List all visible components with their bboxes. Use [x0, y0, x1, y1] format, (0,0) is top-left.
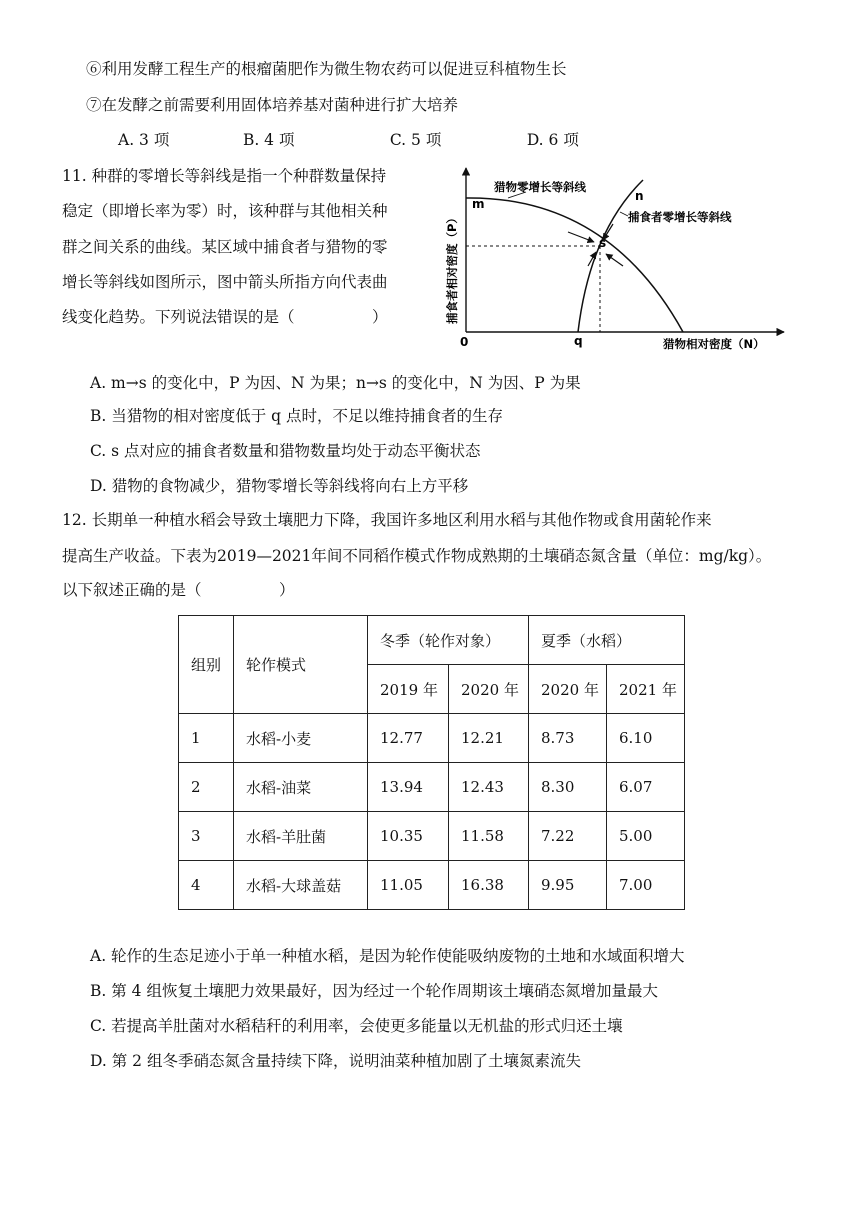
table-cell: 10.35 — [368, 812, 449, 861]
table-row — [179, 714, 685, 763]
table-cell: 7.00 — [607, 861, 685, 910]
q11-stem-line-1: 11. 种群的零增长等斜线是指一个种群数量保持 — [62, 167, 387, 185]
table-cell: 12.21 — [449, 714, 529, 763]
header-summer: 夏季（水稻） — [529, 616, 685, 665]
group-id: 3 — [179, 812, 234, 861]
table-cell: 12.43 — [449, 763, 529, 812]
q11-option-d[interactable]: D. 猎物的食物减少，猎物零增长等斜线将向右上方平移 — [90, 477, 469, 495]
q11-option-c[interactable]: C. s 点对应的捕食者数量和猎物数量均处于动态平衡状态 — [90, 442, 481, 460]
arrow-from-m — [568, 232, 594, 242]
table-cell: 11.58 — [449, 812, 529, 861]
group-id: 2 — [179, 763, 234, 812]
table-cell: 6.07 — [607, 763, 685, 812]
header-winter: 冬季（轮作对象） — [368, 616, 529, 665]
option-a[interactable]: A. 3 项 — [118, 131, 170, 149]
rotation-mode: 水稻-大球盖菇 — [234, 861, 368, 910]
q10-options — [118, 129, 579, 151]
table-cell: 9.95 — [529, 861, 607, 910]
predator-label-leader — [620, 212, 628, 216]
nitrate-table — [178, 615, 685, 910]
q12-stem-line-2: 提高生产收益。下表为2019—2021年间不同稻作模式作物成熟期的土壤硝态氮含量（单位：mg/kg）。 — [62, 547, 772, 565]
table-cell: 8.30 — [529, 763, 607, 812]
q12-option-d[interactable]: D. 第 2 组冬季硝态氮含量持续下降，说明油菜种植加剧了土壤氮素流失 — [90, 1052, 581, 1070]
table-row — [179, 763, 685, 812]
option-d[interactable]: D. 6 项 — [526, 131, 579, 149]
table-cell: 8.73 — [529, 714, 607, 763]
rotation-mode: 水稻-小麦 — [234, 714, 368, 763]
x-axis-label: 猎物相对密度（N） — [663, 337, 765, 351]
prey-curve-label: 猎物零增长等斜线 — [494, 180, 586, 194]
predator-isocline — [578, 180, 643, 332]
group-id: 4 — [179, 861, 234, 910]
point-q-label: q — [574, 334, 583, 348]
header-year: 2020 年 — [449, 665, 529, 714]
table-cell: 6.10 — [607, 714, 685, 763]
predator-curve-label: 捕食者零增长等斜线 — [628, 210, 732, 224]
option-b[interactable]: B. 4 项 — [242, 131, 295, 149]
header-year: 2020 年 — [529, 665, 607, 714]
q12-option-b[interactable]: B. 第 4 组恢复土壤肥力效果最好，因为经过一个轮作周期该土壤硝态氮增加量最大 — [90, 982, 658, 1000]
table-cell: 5.00 — [607, 812, 685, 861]
table-row — [179, 812, 685, 861]
y-axis-label: 捕食者相对密度（P） — [445, 212, 459, 324]
q12-stem-line-1: 12. 长期单一种植水稻会导致土壤肥力下降，我国许多地区利用水稻与其他作物或食用菌轮作来 — [62, 511, 712, 529]
q11-stem-line-3: 群之间关系的曲线。某区域中捕食者与猎物的零 — [62, 238, 388, 256]
table-cell: 13.94 — [368, 763, 449, 812]
point-n-label: n — [635, 189, 644, 203]
origin-label: 0 — [460, 335, 469, 349]
q11-option-b[interactable]: B. 当猎物的相对密度低于 q 点时，不足以维持捕食者的生存 — [90, 407, 504, 425]
q11-stem-line-4: 增长等斜线如图所示，图中箭头所指方向代表曲 — [62, 273, 388, 291]
q12-option-a[interactable]: A. 轮作的生态足迹小于单一种植水稻，是因为轮作使能吸纳废物的土地和水域面积增大 — [90, 947, 685, 965]
q12-stem-line-3: 以下叙述正确的是（ ） — [62, 581, 295, 599]
header-year: 2019 年 — [368, 665, 449, 714]
isocline-figure — [438, 162, 790, 360]
point-s-label: s — [599, 236, 607, 250]
rotation-mode: 水稻-羊肚菌 — [234, 812, 368, 861]
rotation-mode: 水稻-油菜 — [234, 763, 368, 812]
statement-7: ⑦在发酵之前需要利用固体培养基对菌种进行扩大培养 — [86, 96, 459, 114]
header-year: 2021 年 — [607, 665, 685, 714]
table-row — [179, 861, 685, 910]
q11-stem-line-2: 稳定（即增长率为零）时，该种群与其他相关种 — [62, 202, 388, 220]
header-group: 组别 — [179, 616, 234, 714]
table-cell: 7.22 — [529, 812, 607, 861]
header-mode: 轮作模式 — [234, 616, 368, 714]
q11-stem-line-5: 线变化趋势。下列说法错误的是（ ） — [62, 308, 388, 326]
point-m-label: m — [472, 197, 485, 211]
arrow-lower-right — [606, 254, 623, 266]
table-cell: 11.05 — [368, 861, 449, 910]
option-c[interactable]: C. 5 项 — [389, 131, 442, 149]
q11-option-a[interactable]: A. m→s 的变化中，P 为因、N 为果；n→s 的变化中，N 为因、P 为果 — [90, 374, 581, 392]
group-id: 1 — [179, 714, 234, 763]
statement-6: ⑥利用发酵工程生产的根瘤菌肥作为微生物农药可以促进豆科植物生长 — [86, 60, 567, 78]
table-cell: 16.38 — [449, 861, 529, 910]
q12-option-c[interactable]: C. 若提高羊肚菌对水稻秸秆的利用率，会使更多能量以无机盐的形式归还土壤 — [90, 1017, 623, 1035]
table-cell: 12.77 — [368, 714, 449, 763]
